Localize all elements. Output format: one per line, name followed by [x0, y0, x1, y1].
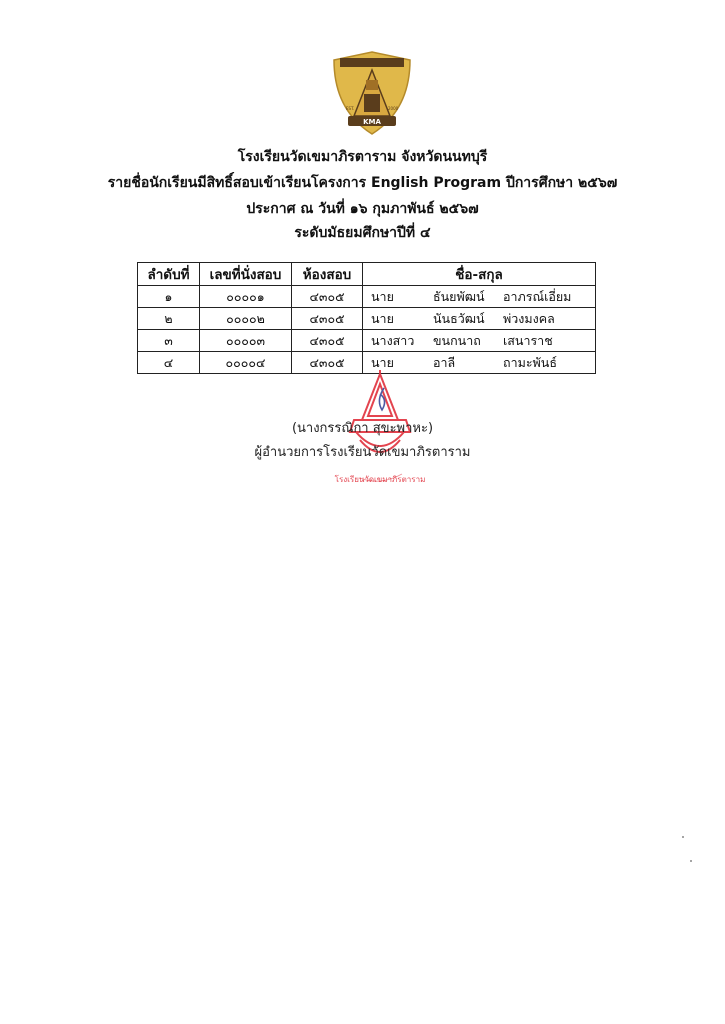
first-name: ธันยพัฒน์ [433, 288, 485, 304]
last-name: เสนาราช [503, 332, 553, 348]
cell-order: ๔ [138, 352, 200, 374]
cell-room: ๔๓๐๕ [292, 352, 363, 374]
header-room: ห้องสอบ [292, 263, 363, 286]
header-order: ลำดับที่ [138, 263, 200, 286]
signer-position: ผู้อำนวยการโรงเรียนวัดเขมาภิรตาราม [254, 445, 471, 460]
announce-date: ประกาศ ณ วันที่ ๑๖ กุมภาพันธ์ ๒๕๖๗ [246, 201, 479, 217]
first-name: นันธวัฒน์ [433, 310, 485, 326]
cell-room: ๔๓๐๕ [292, 330, 363, 352]
last-name: อาภรณ์เอี่ยม [503, 288, 572, 304]
header-name: ชื่อ-สกุล [363, 263, 596, 286]
name-prefix: นาย [371, 310, 394, 326]
table-row [138, 330, 596, 352]
cell-name [363, 330, 596, 352]
name-prefix: นางสาว [371, 332, 415, 348]
cell-seat: ๐๐๐๐๓ [200, 330, 292, 352]
header-seat: เลขที่นั่งสอบ [200, 263, 292, 286]
table-header-row [138, 263, 596, 286]
signer-name: (นางกรรณิกา สุขะพาหะ) [291, 421, 434, 436]
school-logo [330, 50, 414, 136]
cell-seat: ๐๐๐๐๑ [200, 286, 292, 308]
first-name: อาลี [433, 354, 456, 370]
last-name: ถามะพันธ์ [503, 354, 557, 370]
cell-room: ๔๓๐๕ [292, 308, 363, 330]
table-row [138, 308, 596, 330]
cell-seat: ๐๐๐๐๒ [200, 308, 292, 330]
logo-text: KMA [363, 118, 381, 126]
document-subtitle: รายชื่อนักเรียนมีสิทธิ์สอบเข้าเรียนโครงการ English Program ปีการศึกษา ๒๕๖๗ [107, 175, 618, 191]
cell-order: ๑ [138, 286, 200, 308]
school-name: โรงเรียนวัดเขมาภิรตาราม จังหวัดนนทบุรี [237, 149, 488, 165]
seal-text: โรงเรียนวัดเขมาภิรตาราม [334, 475, 426, 484]
name-prefix: นาย [371, 288, 394, 304]
student-table [137, 262, 596, 374]
last-name: พ่วงมงคล [503, 310, 555, 326]
scan-speck [682, 836, 684, 838]
grade-level: ระดับมัธยมศึกษาปีที่ ๔ [294, 225, 431, 241]
logo-year-left: EST. [346, 106, 355, 111]
scan-speck [690, 860, 692, 862]
name-prefix: นาย [371, 354, 394, 370]
cell-order: ๒ [138, 308, 200, 330]
cell-name [363, 308, 596, 330]
table-row [138, 286, 596, 308]
first-name: ขนกนาถ [433, 332, 481, 348]
cell-seat: ๐๐๐๐๔ [200, 352, 292, 374]
cell-name [363, 286, 596, 308]
cell-order: ๓ [138, 330, 200, 352]
cell-room: ๔๓๐๕ [292, 286, 363, 308]
logo-year-right: 2000 [388, 106, 399, 111]
